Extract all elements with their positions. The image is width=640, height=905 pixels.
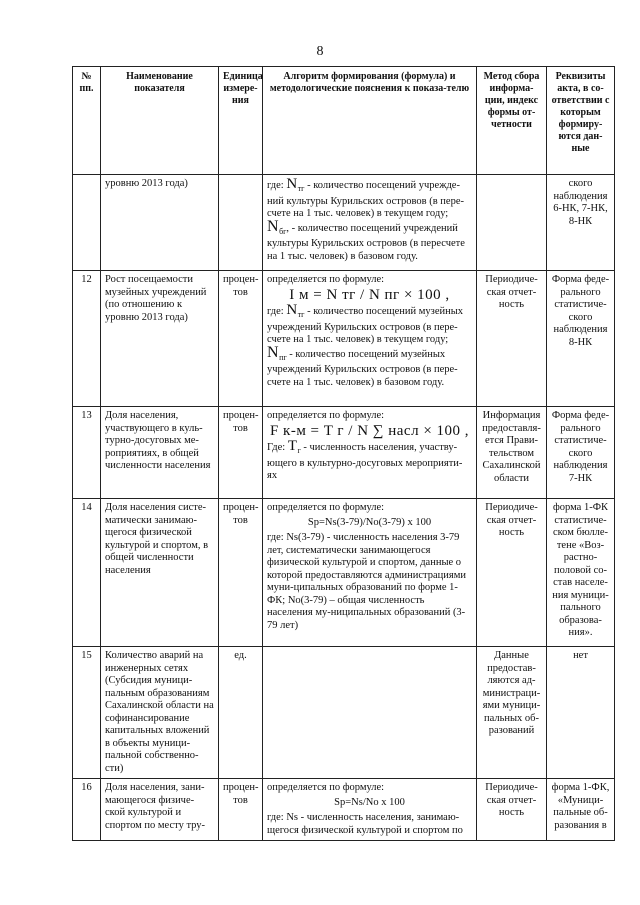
row-method	[477, 175, 547, 271]
row-name: Доля населения, участвующего в куль-турно-досуговых ме-роприятиях, в общей численности населения	[101, 407, 219, 499]
row-requisites: нет	[547, 647, 615, 779]
row-method: Информация предоставля-ется Прави-тельством Сахалинской области	[477, 407, 547, 499]
header-unit: Единица измере-ния	[219, 67, 263, 175]
table-row	[73, 407, 615, 499]
row-requisites: форма 1-ФК, «Муници-пальные об-разования в	[547, 779, 615, 841]
formula: I м = N тг / N пг × 100 ,	[289, 286, 450, 303]
row-name: Доля населения систе-матически занимаю-щегося физической культурой и спортом, в общей численности населения	[101, 499, 219, 647]
table-header-row	[73, 67, 615, 175]
header-algorithm: Алгоритм формирования (формула) и методологические пояснения к показа-телю	[263, 67, 477, 175]
row-name: Количество аварий на инженерных сетях (Субсидия муници-пальным образованиям Сахалинской области на софинансирование капитальных вложений в объекты муници-пальной собственно-сти)	[101, 647, 219, 779]
header-requisites: Реквизиты акта, в со-ответствии с которым формиру-ются дан-ные	[547, 67, 615, 175]
row-algorithm: определяется по формуле: F к-м = T г / N ∑ насл × 100 , Где: $T_г$ - численность населения, участву-ющего в культурно-досуговых мероприяти-ях	[263, 407, 477, 499]
row-number: 14	[73, 499, 101, 647]
symbol-n: N	[267, 217, 280, 235]
row-method: Периодиче-ская отчет-ность	[477, 271, 547, 407]
row-requisites: форма 1-ФК статистиче-ском бюлле-тене «Воз-растно-половой со-став населе-ния муници-пального образова-ния».	[547, 499, 615, 647]
row-unit: процен-тов	[219, 407, 263, 499]
row-name: уровню 2013 года)	[101, 175, 219, 271]
row-algorithm	[263, 647, 477, 779]
row-algorithm: определяется по формуле: Sp=Ns/No x 100 где: Ns - численность населения, занимаю-щегося физической культурой и спортом по	[263, 779, 477, 841]
formula: Sp=Ns(3-79)/No(3-79) x 100	[307, 516, 432, 528]
table-row	[73, 499, 615, 647]
row-unit: процен-тов	[219, 499, 263, 647]
header-number: № пп.	[73, 67, 101, 175]
row-number: 12	[73, 271, 101, 407]
row-number	[73, 175, 101, 271]
row-method: Периодиче-ская отчет-ность	[477, 499, 547, 647]
row-requisites: Форма феде-рального статистиче-ского наблюдения 8-НК	[547, 271, 615, 407]
indicators-table	[72, 66, 615, 841]
row-unit	[219, 175, 263, 271]
row-number: 15	[73, 647, 101, 779]
row-algorithm: определяется по формуле: Sp=Ns(3-79)/No(3-79) x 100 где: Ns(3-79) - численность населения 3-79 лет, систематически занимающегося физической культурой и спортом, данные о которой предоставляются администрациями муни-ципальных образований по форме 1-ФК; No(3-79) – общая численность населения му-ниципальных образований (3-79 лет)	[263, 499, 477, 647]
row-unit: процен-тов	[219, 271, 263, 407]
row-method: Периодиче-ская отчет-ность	[477, 779, 547, 841]
row-method: Данные предостав-ляются ад-министраци-ями муници-пальных об-разований	[477, 647, 547, 779]
row-requisites: ского наблюдения 6-НК, 7-НК, 8-НК	[547, 175, 615, 271]
page-number: 8	[316, 44, 324, 59]
row-requisites: Форма феде-рального статистиче-ского наблюдения 7-НК	[547, 407, 615, 499]
row-unit: процен-тов	[219, 779, 263, 841]
header-name: Наименование показателя	[101, 67, 219, 175]
symbol-n: N	[286, 176, 298, 192]
table-row	[73, 647, 615, 779]
formula: Sp=Ns/No x 100	[334, 796, 405, 808]
row-number: 16	[73, 779, 101, 841]
header-method: Метод сбора информа-ции, индекс формы от-четности	[477, 67, 547, 175]
table-row	[73, 779, 615, 841]
row-name: Доля населения, зани-мающегося физиче-ской культурой и спортом по месту тру-	[101, 779, 219, 841]
table-row	[73, 175, 615, 271]
row-name: Рост посещаемости музейных учреждений (по отношению к уровню 2013 года)	[101, 271, 219, 407]
row-algorithm: определяется по формуле: I м = N тг / N пг × 100 , где: $N_{тг}$ - количество посещений музейных учреждений Курильских островов (в пере-счете на 1 тыс. человек) в текущем году; $N_{пг}$ - количество посещений музейных учреждений Курильских островов (в пере-счете на 1 тыс. человек) в базовом году.	[263, 271, 477, 407]
row-algorithm: где: $N_{тг}$ - количество посещений учрежде-ний культуры Курильских островов (в пере-счете на 1 тыс. человек) в текущем году; $N_{бг}$, - количество посещений учреждений культуры Курильских островов (в пересчете на 1 тыс. человек) в базовом году.	[263, 175, 477, 271]
table-row	[73, 271, 615, 407]
formula: F к-м = T г / N ∑ насл × 100 ,	[269, 422, 470, 439]
row-unit: ед.	[219, 647, 263, 779]
row-number: 13	[73, 407, 101, 499]
